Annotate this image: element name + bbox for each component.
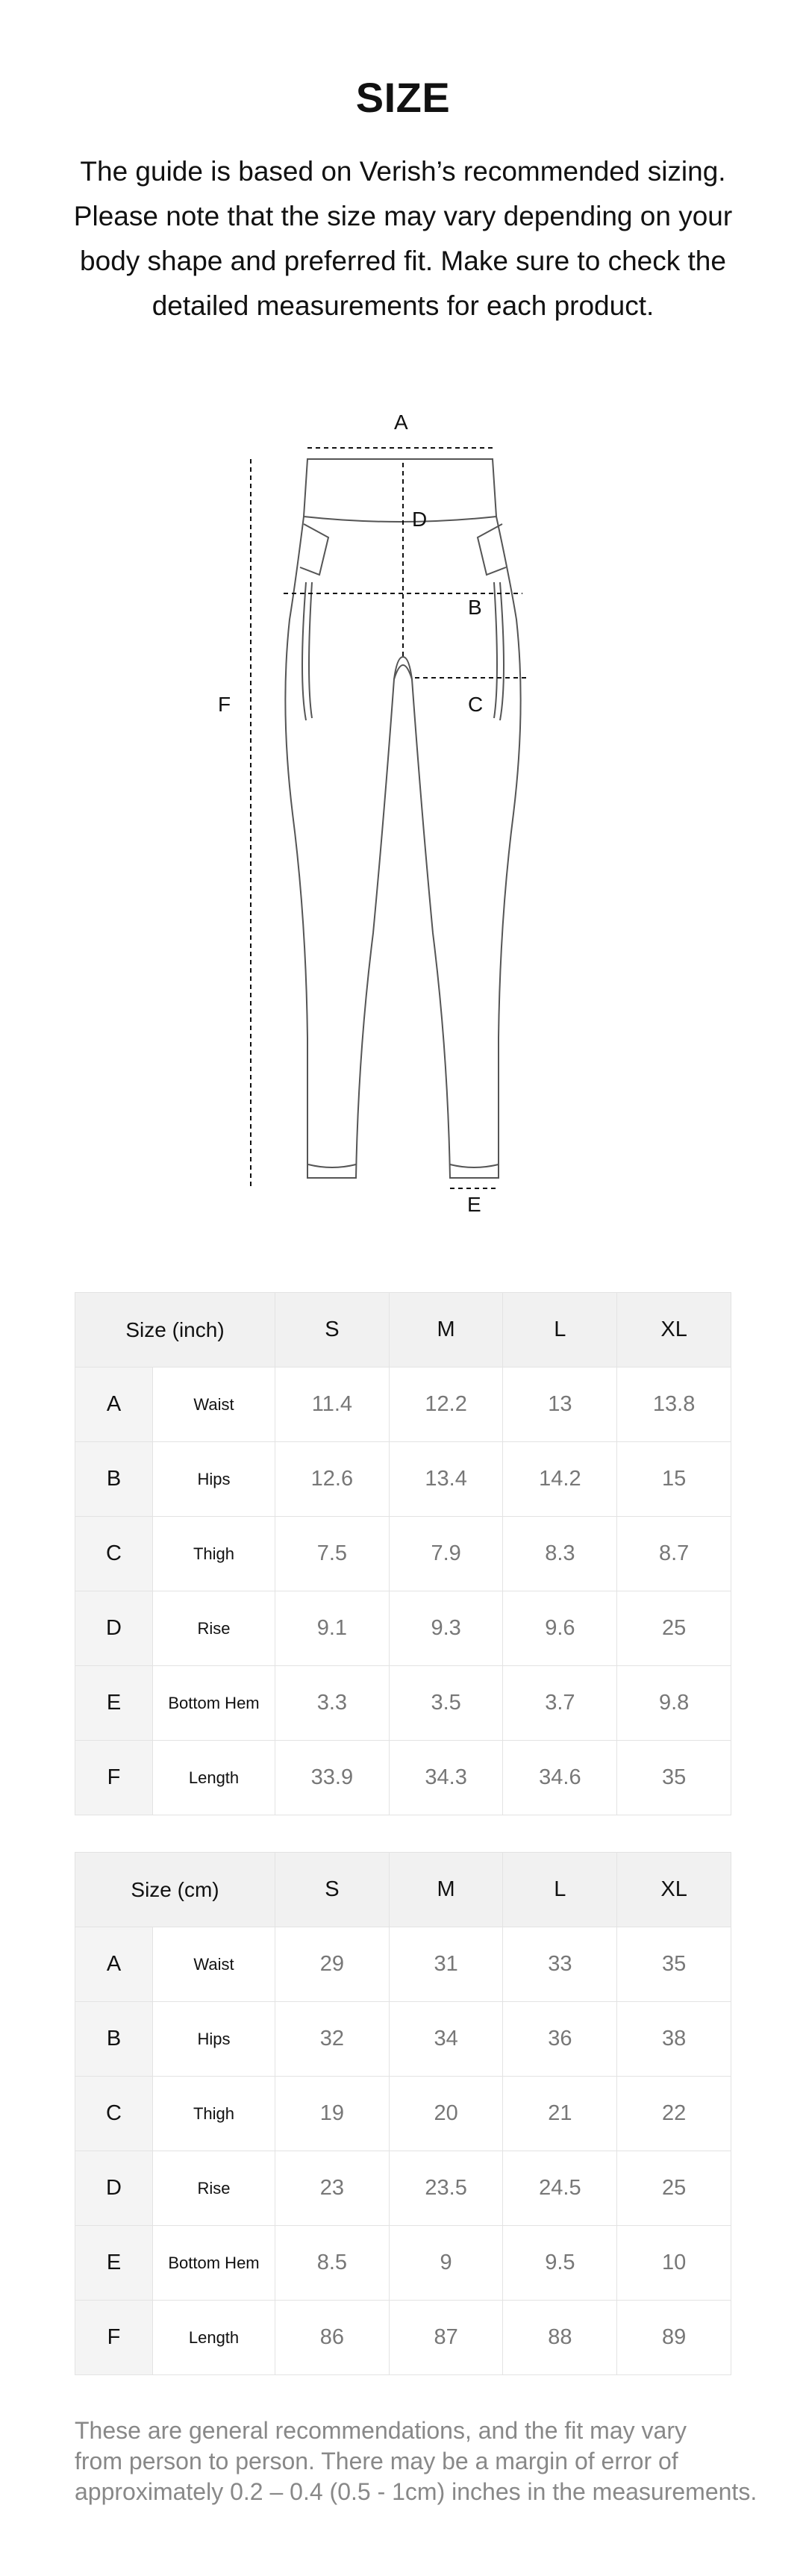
row-value: 9.5 [503, 2226, 617, 2301]
row-value: 11.4 [275, 1367, 390, 1442]
table-row [75, 1666, 731, 1741]
row-measurement: Thigh [153, 2077, 275, 2151]
row-value: 13.4 [389, 1442, 503, 1517]
leggings-size-diagram [0, 396, 806, 1217]
row-value: 13.8 [617, 1367, 731, 1442]
table-header-cell: S [275, 1853, 390, 1927]
row-value: 86 [275, 2301, 390, 2375]
table-row [75, 1517, 731, 1591]
row-value: 87 [389, 2301, 503, 2375]
row-value: 89 [617, 2301, 731, 2375]
row-measurement: Bottom Hem [153, 2226, 275, 2301]
row-value: 7.5 [275, 1517, 390, 1591]
row-measurement: Length [153, 1741, 275, 1815]
table-header-cell: XL [617, 1293, 731, 1367]
row-code: A [75, 1367, 153, 1442]
row-value: 8.3 [503, 1517, 617, 1591]
row-value: 12.6 [275, 1442, 390, 1517]
row-measurement: Waist [153, 1927, 275, 2002]
table-row [75, 2151, 731, 2226]
table-row [75, 2077, 731, 2151]
row-value: 35 [617, 1741, 731, 1815]
row-value: 38 [617, 2002, 731, 2077]
row-value: 19 [275, 2077, 390, 2151]
row-value: 3.7 [503, 1666, 617, 1741]
row-code: F [75, 1741, 153, 1815]
table-header-cell: L [503, 1293, 617, 1367]
intro-line: The guide is based on Verish’s recommended sizing. [80, 156, 726, 187]
page-title: SIZE [355, 74, 451, 121]
row-value: 22 [617, 2077, 731, 2151]
table-header-row [75, 1853, 731, 1927]
row-code: B [75, 2002, 153, 2077]
note-line: These are general recommendations, and the fit may vary [75, 2417, 687, 2444]
row-code: E [75, 1666, 153, 1741]
row-value: 34.3 [389, 1741, 503, 1815]
row-value: 25 [617, 2151, 731, 2226]
table-row [75, 1442, 731, 1517]
row-value: 8.7 [617, 1517, 731, 1591]
row-measurement: Bottom Hem [153, 1666, 275, 1741]
row-value: 9.1 [275, 1591, 390, 1666]
table-row [75, 1927, 731, 2002]
diagram-label-c: C [468, 693, 484, 716]
fit-disclaimer [75, 2416, 761, 2507]
table-header-cell: M [389, 1853, 503, 1927]
table-row [75, 2301, 731, 2375]
note-line: from person to person. There may be a margin of error of [75, 2448, 678, 2474]
row-code: E [75, 2226, 153, 2301]
intro-line: detailed measurements for each product. [151, 290, 655, 321]
table-header-cell: Size (inch) [75, 1293, 275, 1367]
row-value: 35 [617, 1927, 731, 2002]
row-measurement: Waist [153, 1367, 275, 1442]
row-code: C [75, 2077, 153, 2151]
row-code: D [75, 1591, 153, 1666]
row-value: 33 [503, 1927, 617, 2002]
row-value: 10 [617, 2226, 731, 2301]
diagram-label-d: D [412, 508, 428, 531]
row-measurement: Thigh [153, 1517, 275, 1591]
row-value: 7.9 [389, 1517, 503, 1591]
diagram-label-a: A [394, 411, 408, 434]
row-value: 34.6 [503, 1741, 617, 1815]
row-value: 23 [275, 2151, 390, 2226]
intro-text [67, 149, 739, 328]
row-value: 9.8 [617, 1666, 731, 1741]
note-line: approximately 0.2 – 0.4 (0.5 - 1cm) inches in the measurements. [75, 2478, 757, 2505]
row-value: 14.2 [503, 1442, 617, 1517]
row-value: 21 [503, 2077, 617, 2151]
table-header-cell: XL [617, 1853, 731, 1927]
diagram-label-b: B [468, 596, 482, 619]
row-value: 88 [503, 2301, 617, 2375]
row-value: 23.5 [389, 2151, 503, 2226]
table-row [75, 1367, 731, 1442]
row-value: 9.3 [389, 1591, 503, 1666]
row-value: 9 [389, 2226, 503, 2301]
row-value: 3.5 [389, 1666, 503, 1741]
table-header-cell: M [389, 1293, 503, 1367]
row-code: F [75, 2301, 153, 2375]
table-row [75, 1741, 731, 1815]
table-header-row [75, 1293, 731, 1367]
row-value: 36 [503, 2002, 617, 2077]
row-value: 20 [389, 2077, 503, 2151]
row-value: 33.9 [275, 1741, 390, 1815]
row-value: 9.6 [503, 1591, 617, 1666]
row-value: 15 [617, 1442, 731, 1517]
table-row [75, 1591, 731, 1666]
row-measurement: Rise [153, 1591, 275, 1666]
row-measurement: Rise [153, 2151, 275, 2226]
row-measurement: Hips [153, 1442, 275, 1517]
row-measurement: Length [153, 2301, 275, 2375]
intro-line: body shape and preferred fit. Make sure to check the [80, 246, 726, 276]
row-value: 34 [389, 2002, 503, 2077]
table-header-cell: S [275, 1293, 390, 1367]
row-value: 13 [503, 1367, 617, 1442]
intro-line: Please note that the size may vary depending on your [73, 201, 733, 231]
row-value: 31 [389, 1927, 503, 2002]
row-code: D [75, 2151, 153, 2226]
table-row [75, 2002, 731, 2077]
table-header-cell: Size (cm) [75, 1853, 275, 1927]
row-code: A [75, 1927, 153, 2002]
row-value: 25 [617, 1591, 731, 1666]
size-table-inch [75, 1292, 731, 1815]
row-code: C [75, 1517, 153, 1591]
row-code: B [75, 1442, 153, 1517]
row-value: 12.2 [389, 1367, 503, 1442]
row-value: 24.5 [503, 2151, 617, 2226]
table-header-cell: L [503, 1853, 617, 1927]
size-table-cm [75, 1852, 731, 2375]
row-value: 32 [275, 2002, 390, 2077]
row-value: 29 [275, 1927, 390, 2002]
row-value: 3.3 [275, 1666, 390, 1741]
row-value: 8.5 [275, 2226, 390, 2301]
table-row [75, 2226, 731, 2301]
diagram-label-e: E [467, 1193, 481, 1216]
diagram-label-f: F [218, 693, 231, 716]
row-measurement: Hips [153, 2002, 275, 2077]
leggings-illustration [0, 396, 806, 1217]
